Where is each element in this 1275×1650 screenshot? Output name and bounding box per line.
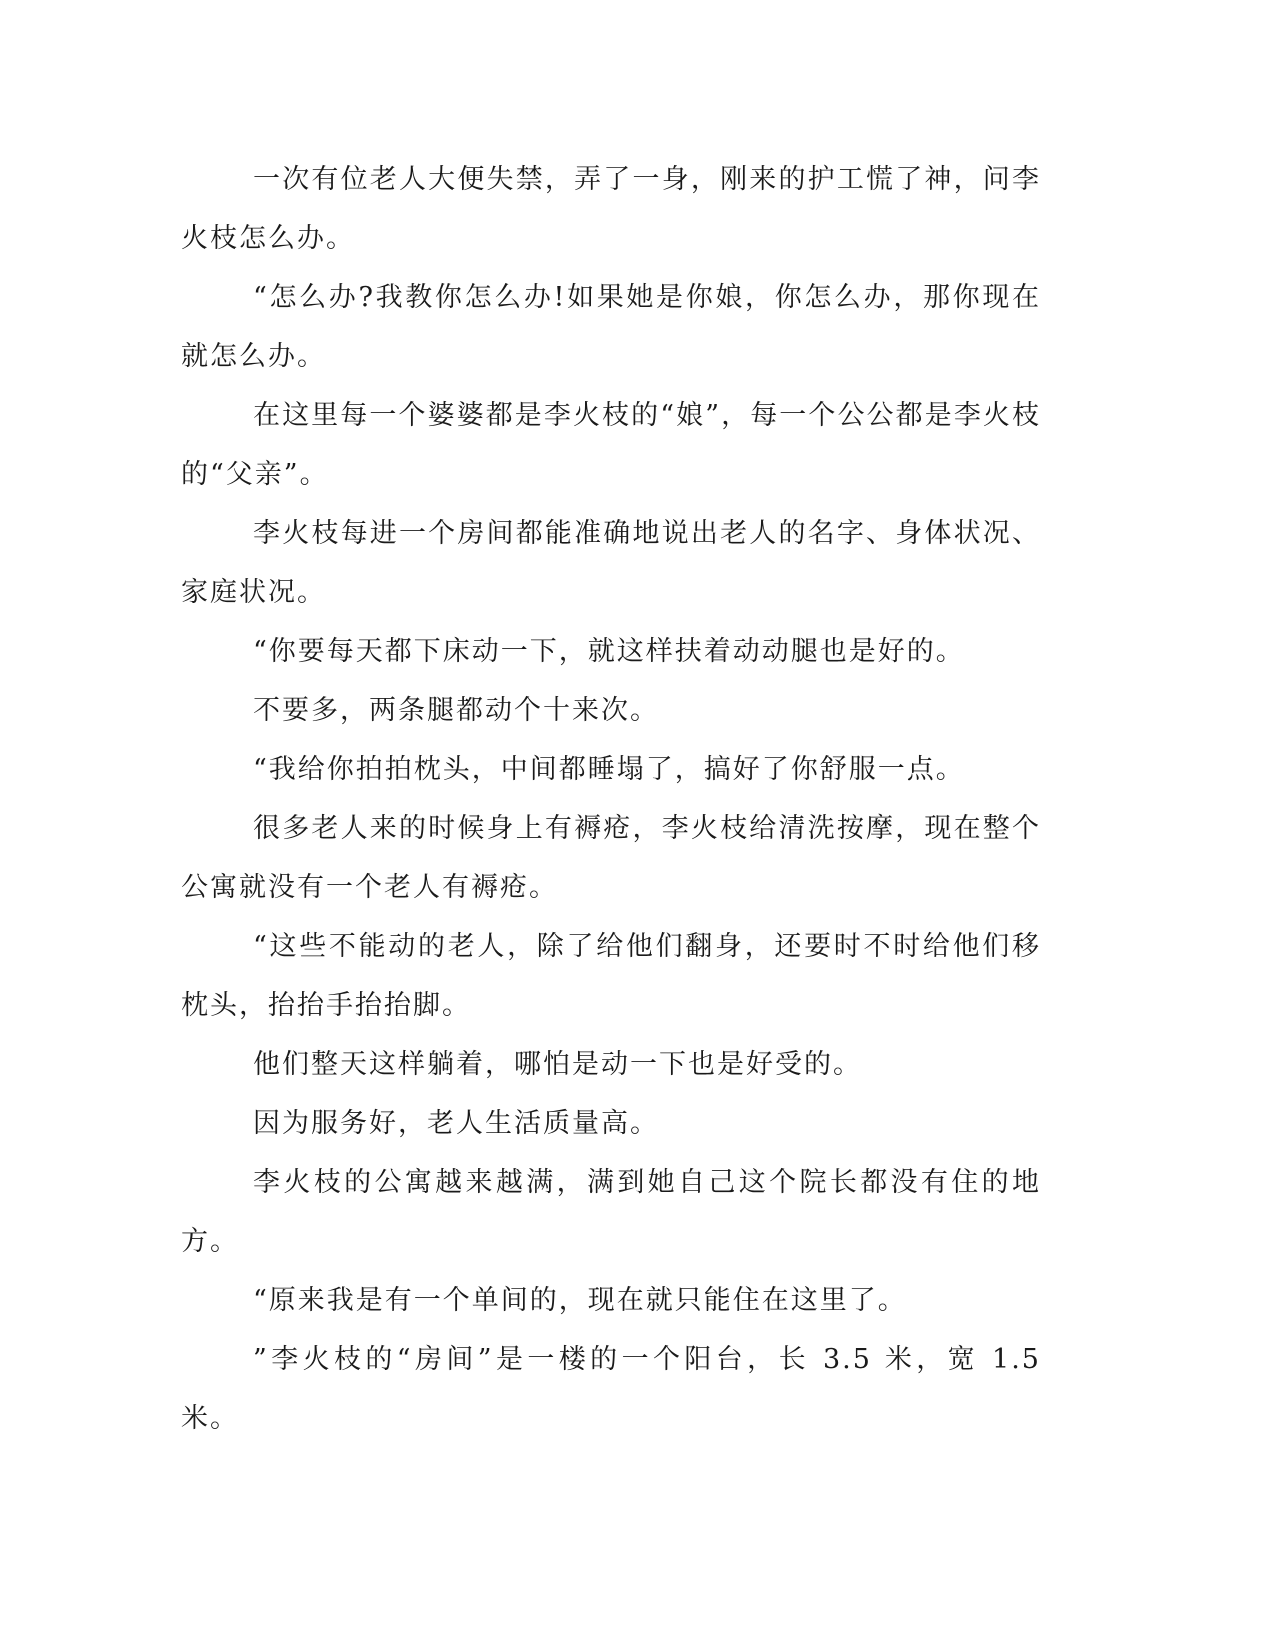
paragraph: 很多老人来的时候身上有褥疮，李火枝给清洗按摩，现在整个公寓就没有一个老人有褥疮。 xyxy=(181,813,1041,903)
paragraph: 因为服务好，老人生活质量高。 xyxy=(253,1108,659,1139)
paragraph: “原来我是有一个单间的，现在就只能住在这里了。 xyxy=(253,1285,907,1316)
document-body xyxy=(181,150,1041,1448)
paragraph: 李火枝的公寓越来越满，满到她自己这个院长都没有住的地方。 xyxy=(181,1167,1041,1257)
paragraph: “这些不能动的老人，除了给他们翻身，还要时不时给他们移枕头，抬抬手抬抬脚。 xyxy=(181,931,1041,1021)
paragraph: “我给你拍拍枕头，中间都睡塌了，搞好了你舒服一点。 xyxy=(253,754,965,785)
paragraph: ”李火枝的“房间”是一楼的一个阳台，长 3.5 米，宽 1.5 米。 xyxy=(181,1344,1041,1434)
paragraph: 不要多，两条腿都动个十来次。 xyxy=(253,695,659,726)
paragraph: 李火枝每进一个房间都能准确地说出老人的名字、身体状况、家庭状况。 xyxy=(181,518,1041,608)
paragraph: “怎么办?我教你怎么办!如果她是你娘，你怎么办，那你现在就怎么办。 xyxy=(181,282,1041,372)
paragraph: 在这里每一个婆婆都是李火枝的“娘”，每一个公公都是李火枝的“父亲”。 xyxy=(181,400,1041,490)
paragraph: “你要每天都下床动一下，就这样扶着动动腿也是好的。 xyxy=(253,636,965,667)
paragraph: 他们整天这样躺着，哪怕是动一下也是好受的。 xyxy=(253,1049,862,1080)
paragraph: 一次有位老人大便失禁，弄了一身，刚来的护工慌了神，问李火枝怎么办。 xyxy=(181,164,1041,254)
